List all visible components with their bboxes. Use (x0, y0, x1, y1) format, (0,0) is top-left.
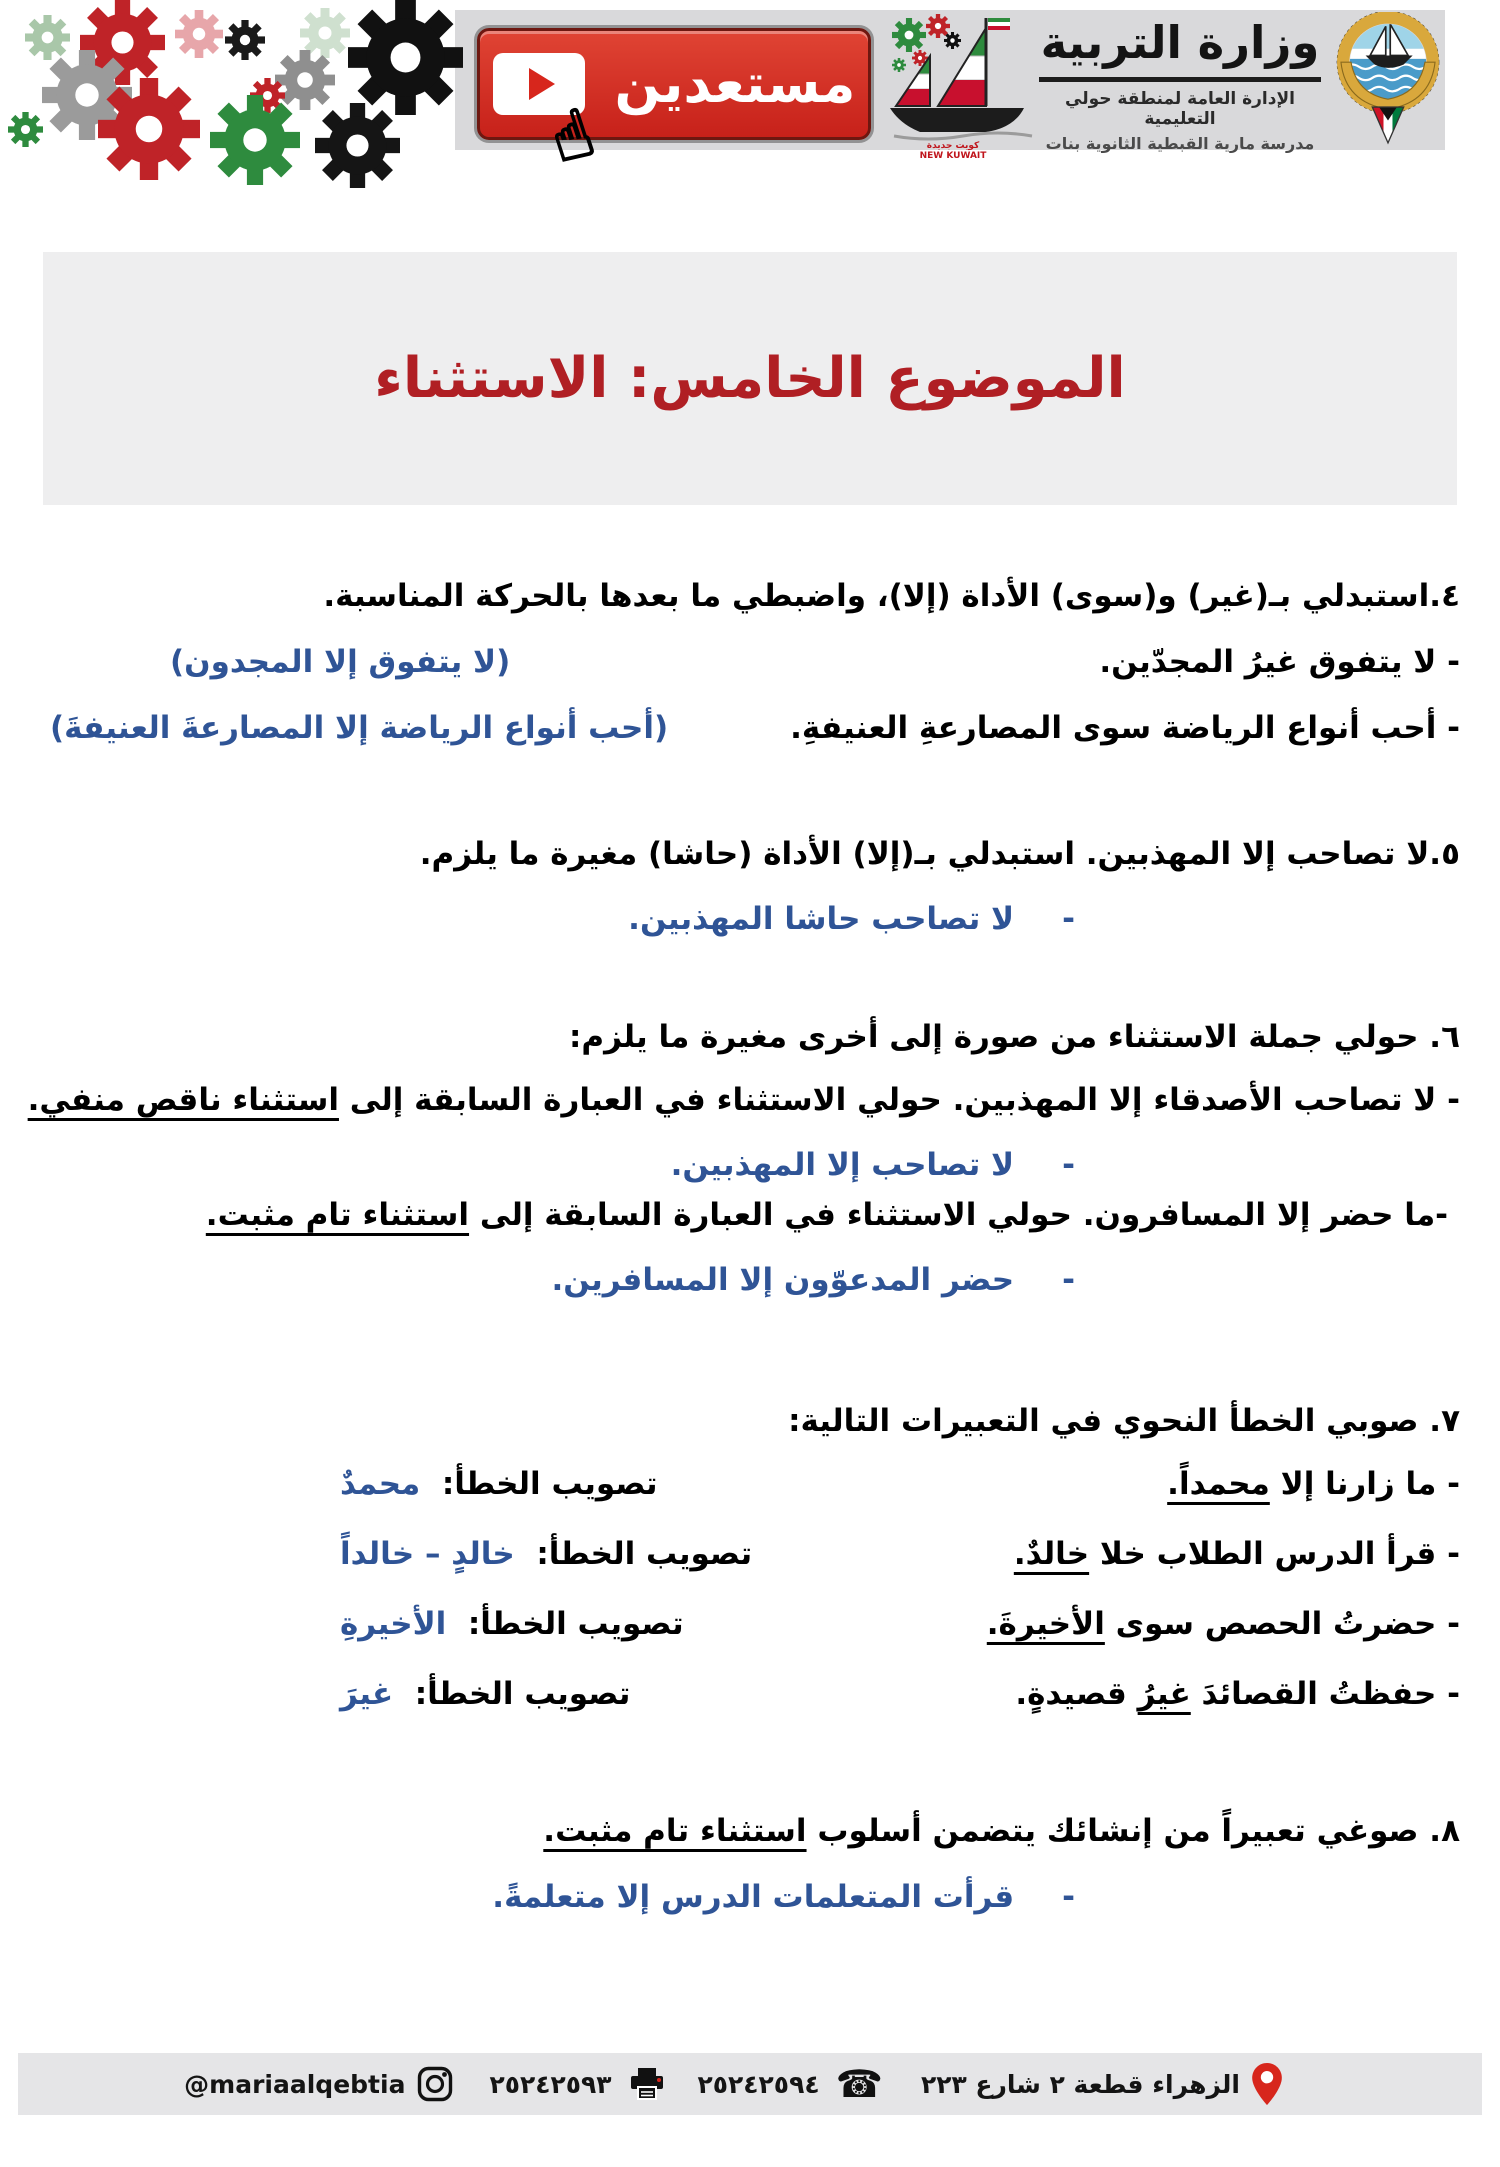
hand-cursor-icon: ☝ (541, 93, 604, 180)
q7-row (340, 1533, 1460, 1576)
q6-item1-prompt: - لا تصاحب الأصدقاء إلا المهذبين. حولي الاستثناء في العبارة السابقة إلى استثناء ناقص منفي. (27, 1082, 1460, 1118)
q4-item1-prompt: - لا يتفوق غيرُ المجدّين. (1099, 644, 1460, 680)
gear-icon (210, 95, 300, 185)
ministry-block (1030, 14, 1330, 153)
q7-row (340, 1463, 1460, 1506)
q7-row (340, 1603, 1460, 1646)
education-area: الإدارة العامة لمنطقة حولي التعليمية (1065, 88, 1295, 129)
dash: - (1062, 1147, 1075, 1183)
q6-item1-underlined: استثناء ناقص منفي. (27, 1082, 339, 1118)
q6-item1-answer-text: لا تصاحب إلا المهذبين. (670, 1147, 1015, 1183)
q7-row3-correction: تصويب الخطأ: الأخيرةِ (340, 1606, 684, 1642)
gear-icon (225, 20, 265, 60)
new-kuwait-caption: كويت جديدة NEW KUWAIT (919, 141, 987, 161)
q6-item2-answer-text: حضر المدعوّون إلا المسافرين. (551, 1262, 1015, 1298)
gear-icon (315, 103, 400, 188)
q4-item2-answer: (أحب أنواع الرياضة إلا المصارعةَ العنيفةَ) (50, 710, 669, 746)
q6-heading: ٦. حولي جملة الاستثناء من صورة إلى أخرى مغيرة ما يلزم: (568, 1019, 1460, 1055)
q4-item1-answer: (لا يتفوق إلا المجدون) (170, 644, 511, 680)
q4-heading: ٤.استبدلي بـ(غير) و(سوى) الأداة (إلا)، واضبطي ما بعدها بالحركة المناسبة. (323, 578, 1460, 614)
gear-icon (348, 0, 463, 115)
page-title: الموضوع الخامس: الاستثناء (374, 346, 1126, 411)
q7-row4-sentence: - حفظتُ القصائدَ غيرُ قصيدةٍ. (1015, 1676, 1460, 1712)
q5-heading: ٥.لا تصاحب إلا المهذبين. استبدلي بـ(إلا) الأداة (حاشا) مغيرة ما يلزم. (419, 836, 1460, 872)
address-text: الزهراء قطعة ٢ شارع ٢٢٣ (920, 2069, 1240, 2099)
divider (1039, 77, 1321, 82)
fax-printer-icon (628, 2067, 666, 2101)
q7-row1-sentence: - ما زارنا إلا محمداً. (1167, 1466, 1460, 1502)
title-box (43, 252, 1457, 505)
ministry-title: وزارة التربية (1040, 16, 1320, 69)
gear-icon (98, 78, 200, 180)
q7-row2-sentence: - قرأ الدرس الطلاب خلا خالدٌ. (1013, 1536, 1460, 1572)
kuwait-emblem-icon (1332, 12, 1444, 164)
dash: - (1062, 1879, 1075, 1915)
gear-icon (8, 112, 43, 147)
location-pin-icon (1252, 2063, 1282, 2105)
instagram-handle[interactable]: @mariaalqebtia (184, 2069, 406, 2099)
dash: - (1062, 901, 1075, 937)
q7-row1-correction: تصويب الخطأ: محمدٌ (340, 1466, 658, 1502)
q8-underlined: استثناء تام مثبت. (543, 1813, 807, 1849)
phone-icon: ☎ (835, 2062, 883, 2106)
q7-heading: ٧. صوبي الخطأ النحوي في التعبيرات التالية: (788, 1403, 1460, 1439)
phone-number: ٢٥٢٤٢٥٩٤ (697, 2069, 820, 2099)
q7-row2-correction: تصويب الخطأ: خالدٍ – خالداً (340, 1536, 753, 1572)
q7-row (340, 1673, 1460, 1716)
instagram-icon (417, 2066, 453, 2102)
school-name: مدرسة مارية القبطية الثانوية بنات (1045, 133, 1315, 153)
ready-video-button[interactable] (477, 28, 871, 180)
q6-item2-underlined: استثناء تام مثبت. (205, 1197, 470, 1233)
dhow-illustration (888, 14, 1038, 164)
ready-label: مستعدين (614, 52, 856, 115)
fax-number: ٢٥٢٤٢٥٩٣ (489, 2069, 612, 2099)
q4-item1 (170, 641, 1460, 684)
gear-icon (175, 10, 223, 58)
q7-row3-sentence: - حضرتُ الحصص سوى الأخيرةَ. (986, 1606, 1460, 1642)
q4-item2 (50, 707, 1460, 750)
q8-answer-text: قرأت المتعلمات الدرس إلا متعلمةً. (492, 1879, 1015, 1915)
q6-item1-answer (671, 1144, 1075, 1187)
q6-item2-prompt: -ما حضر إلا المسافرون. حولي الاستثناء في العبارة السابقة إلى استثناء تام مثبت. (205, 1197, 1448, 1233)
q5-answer (628, 898, 1075, 941)
q5-answer-text: لا تصاحب حاشا المهذبين. (628, 901, 1015, 937)
q8-heading: ٨. صوغي تعبيراً من إنشائك يتضمن أسلوب استثناء تام مثبت. (543, 1813, 1460, 1849)
footer-bar (18, 2053, 1482, 2115)
q4-item2-prompt: - أحب أنواع الرياضة سوى المصارعةِ العنيفةِ. (790, 710, 1460, 746)
dash: - (1062, 1262, 1075, 1298)
q8-answer (492, 1876, 1075, 1919)
q6-item2-answer (551, 1259, 1075, 1302)
q7-row4-correction: تصويب الخطأ: غيرَ (340, 1676, 631, 1712)
